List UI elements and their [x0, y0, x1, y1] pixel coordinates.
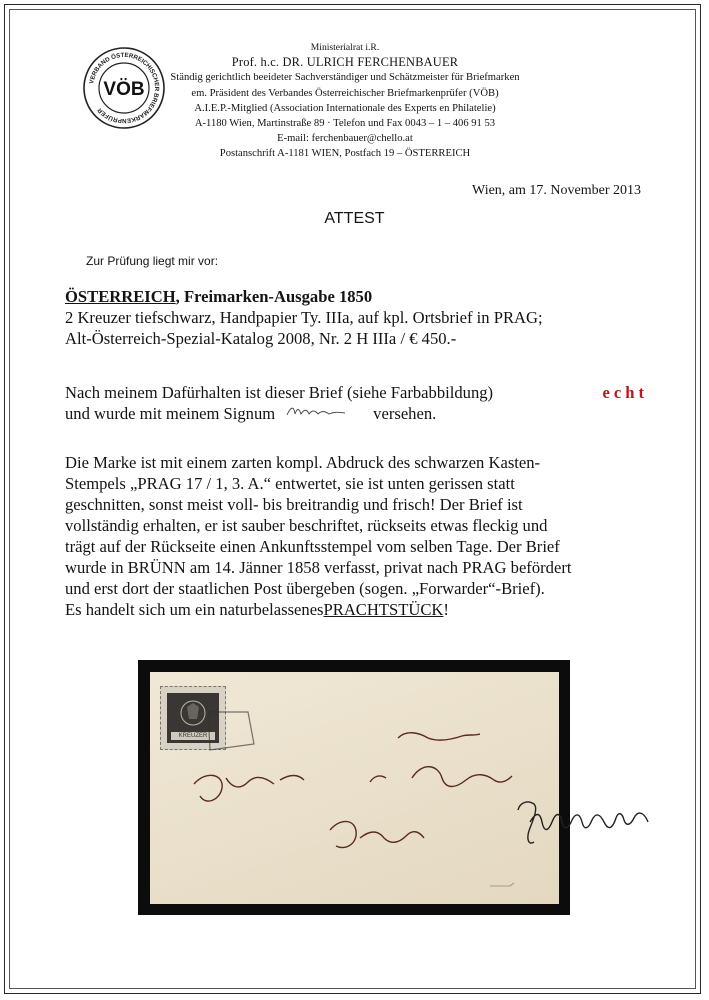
signum-mark — [285, 403, 347, 419]
description-line: geschnitten, sonst meist voll- bis breitrandig und frisch! Der Brief ist — [65, 495, 523, 514]
document-date: Wien, am 17. November 2013 — [472, 183, 641, 198]
conclusion-emphasis: PRACHTSTÜCK — [323, 600, 444, 619]
document-title: ATTEST — [324, 210, 385, 227]
letterhead-address: A-1180 Wien, Martinstraße 89 · Telefon und Fax 0043 – 1 – 406 91 53 — [194, 118, 496, 130]
item-description: 2 Kreuzer tiefschwarz, Handpapier Ty. IIIa, auf kpl. Ortsbrief in PRAG; — [65, 308, 543, 327]
handwritten-address — [150, 672, 559, 904]
description-block — [65, 452, 648, 620]
description-conclusion — [65, 599, 648, 620]
item-block — [65, 286, 648, 349]
conclusion-suffix: ! — [443, 600, 449, 619]
description-line: trägt auf der Rückseite einen Ankunftsstempel vom selben Tage. Der Brief — [65, 537, 560, 556]
envelope-image — [150, 672, 559, 904]
letterhead-name: Prof. h.c. DR. ULRICH FERCHENBAUER — [231, 55, 459, 70]
opinion-block — [65, 382, 648, 424]
description-line: Die Marke ist mit einem zarten kompl. Abdruck des schwarzen Kasten- — [65, 453, 541, 472]
intro-text: Zur Prüfung liegt mir vor: — [86, 254, 219, 268]
opinion-text: Nach meinem Dafürhalten ist dieser Brief (siehe Farbabbildung) — [65, 383, 494, 402]
letterhead-email: E-mail: ferchenbauer@chello.at — [277, 133, 413, 145]
expert-signature — [512, 792, 692, 864]
verdict-echt: echt — [602, 383, 648, 402]
item-catalog: Alt-Österreich-Spezial-Katalog 2008, Nr. 2 H IIIa / € 450.- — [65, 329, 457, 348]
letterhead-postal: Postanschrift A-1181 WIEN, Postfach 19 – ÖSTERREICH — [219, 148, 471, 160]
description-line: Stempels „PRAG 17 / 1, 3. A.“ entwertet, sie ist unten gerissen statt — [65, 474, 515, 493]
stamp-label: KREUZER — [171, 732, 215, 740]
letterhead-rank: Ministerialrat i.R. — [310, 42, 380, 53]
item-issue: , Freimarken-Ausgabe 1850 — [175, 287, 373, 306]
item-country: ÖSTERREICH — [65, 287, 176, 306]
opinion-versehen: versehen. — [373, 404, 437, 423]
opinion-signum-text: und wurde mit meinem Signum — [65, 404, 276, 423]
description-line: vollständig erhalten, er ist sauber beschriftet, rückseits etwas fleckig und — [65, 516, 548, 535]
description-line: wurde in BRÜNN am 14. Jänner 1858 verfasst, privat nach PRAG befördert — [65, 558, 572, 577]
letterhead-line: em. Präsident des Verbandes Österreichischer Briefmarkenprüfer (VÖB) — [191, 87, 499, 99]
letterhead-line: A.I.E.P.-Mitglied (Association Internationale des Experts en Philatelie) — [194, 102, 496, 114]
cover-photograph — [138, 660, 570, 915]
conclusion-prefix: Es handelt sich um ein naturbelassenes — [65, 600, 324, 619]
voeb-seal — [82, 46, 166, 130]
seal-abbr: VÖB — [103, 79, 145, 100]
letterhead — [160, 40, 530, 162]
description-line: und erst dort der staatlichen Post übergeben (sogen. „Forwarder“-Brief). — [65, 579, 545, 598]
seal-ring-text: VERBAND ÖSTERREICHISCHER BRIEFMARKENPRÜFER — [88, 51, 161, 125]
letterhead-line: Ständig gerichtlich beeideter Sachverständiger und Schätzmeister für Briefmarken — [170, 72, 520, 84]
